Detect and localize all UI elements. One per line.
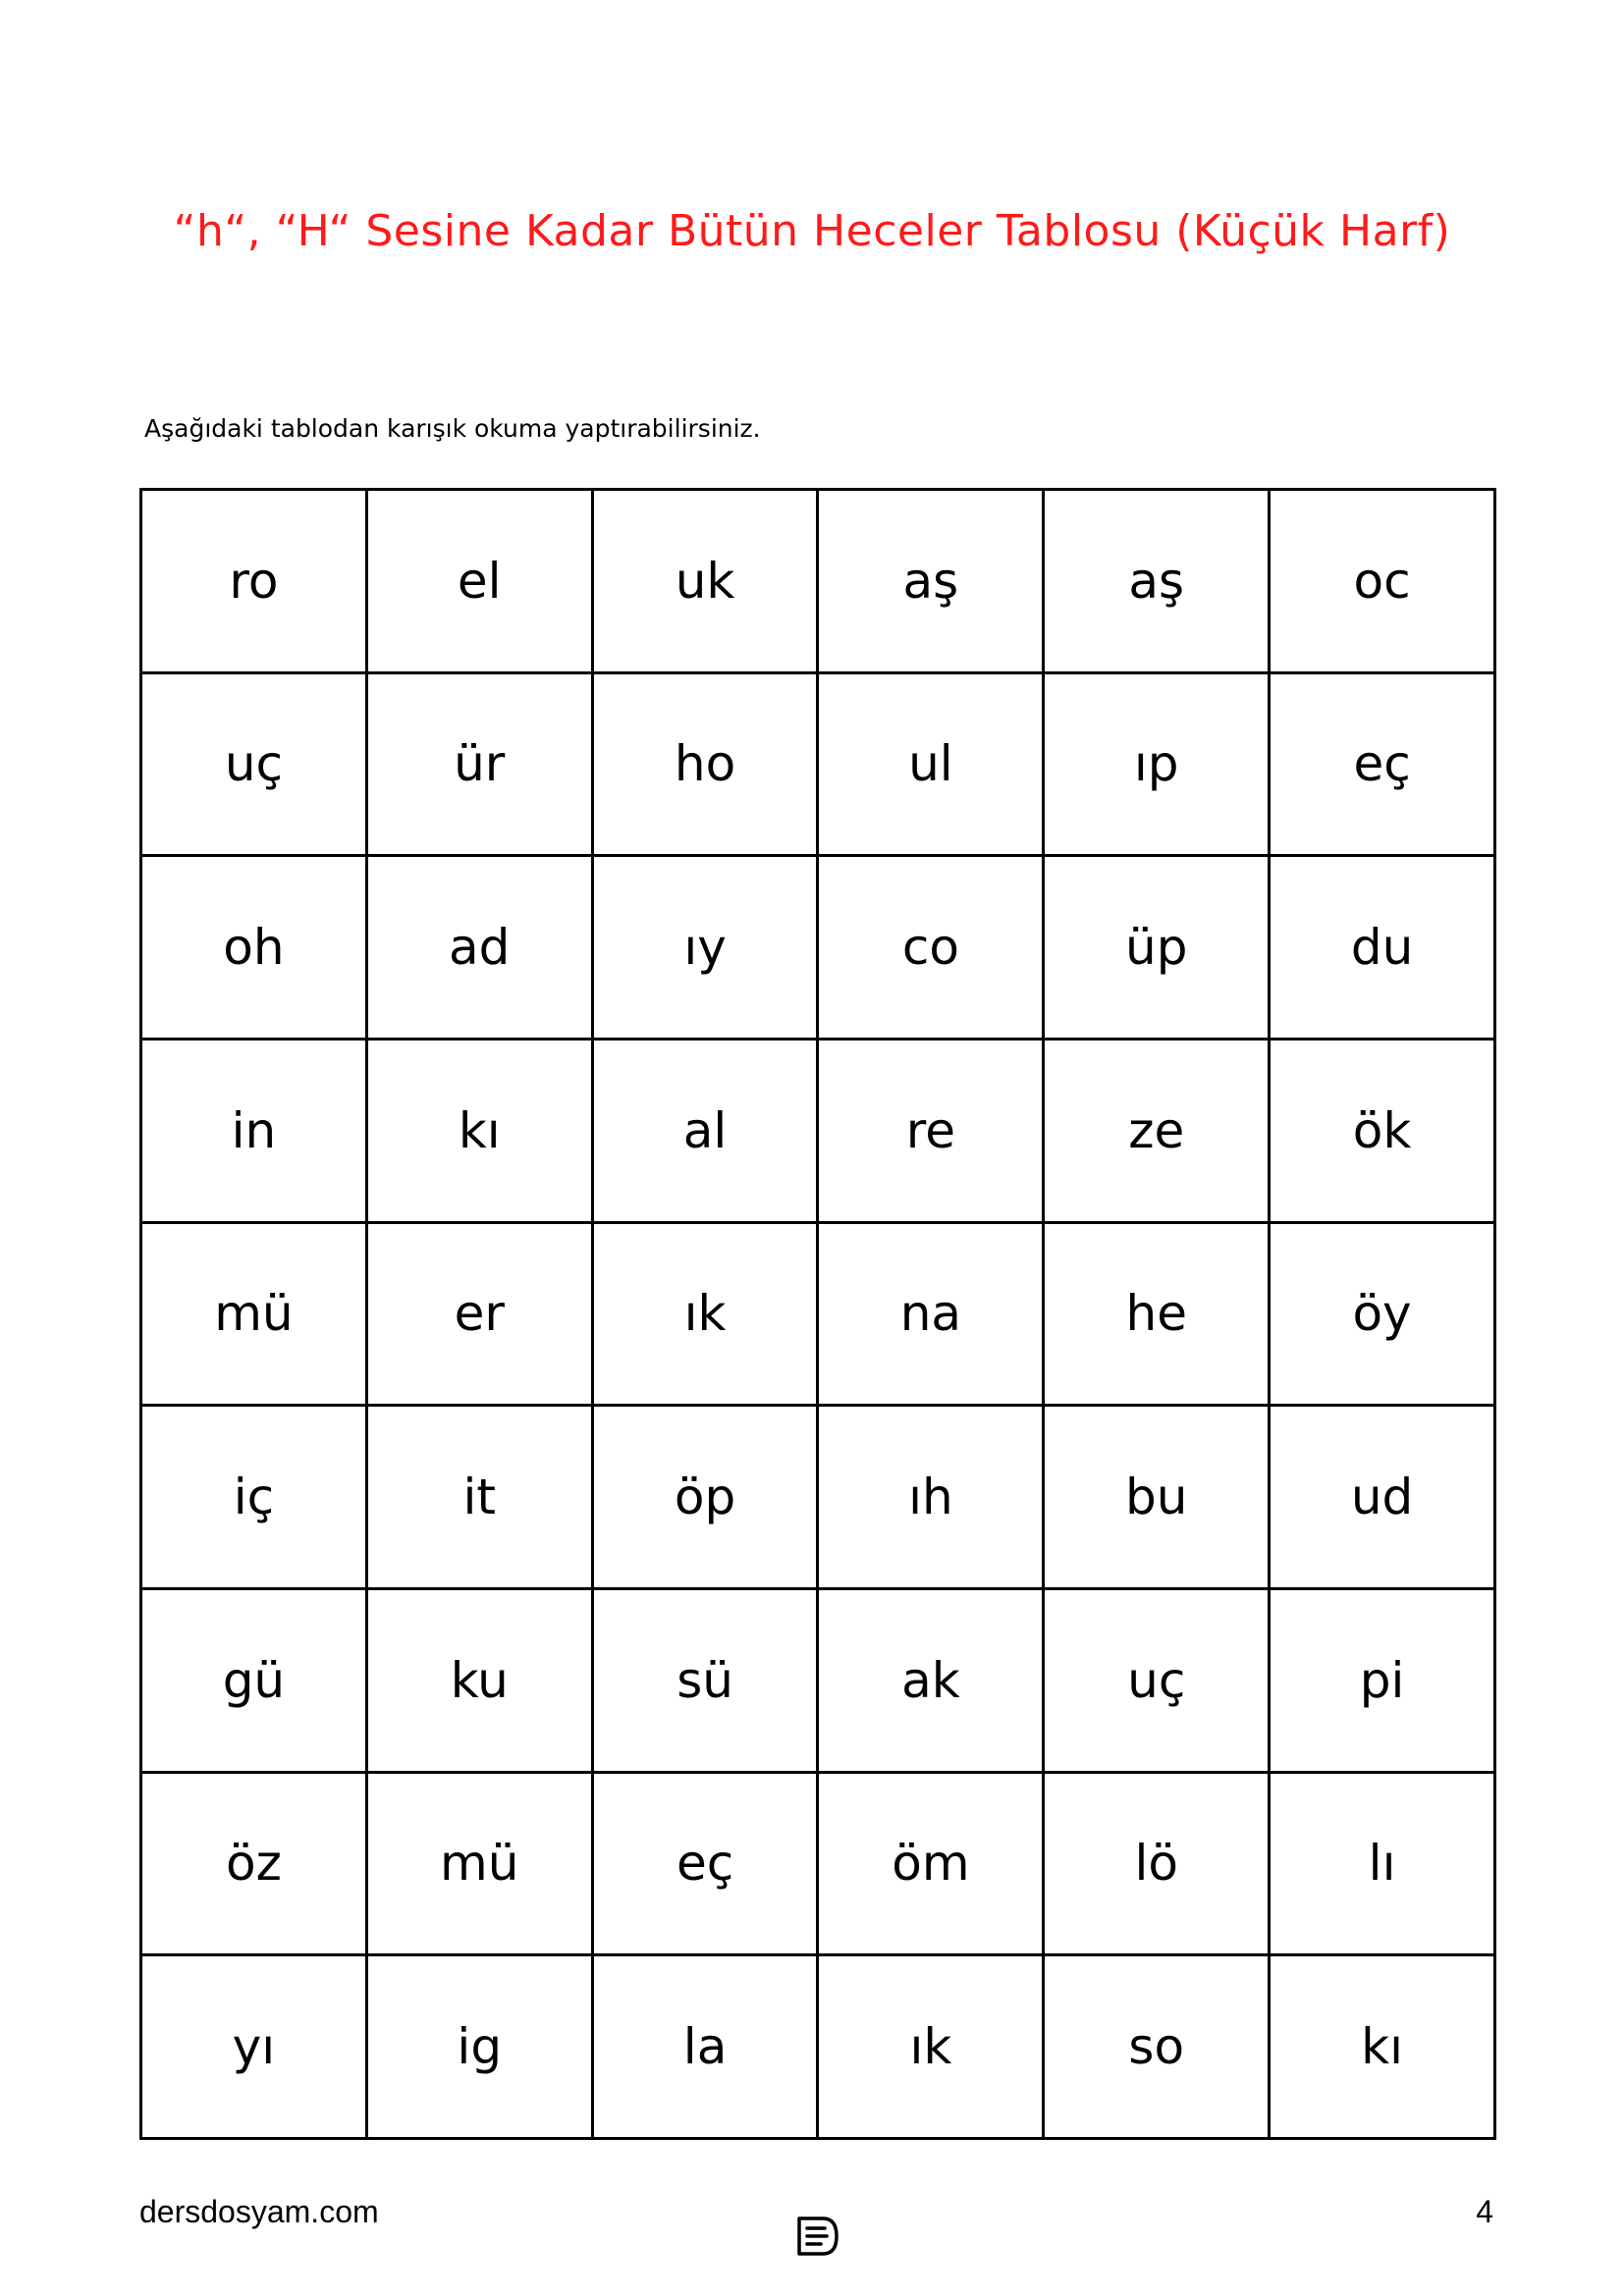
syllable-cell: lö	[1044, 1772, 1270, 1955]
syllable-cell: er	[366, 1222, 592, 1406]
syllable-cell: du	[1270, 856, 1495, 1040]
syllable-cell: yı	[141, 1955, 367, 2139]
syllable-cell: ho	[592, 672, 818, 856]
syllable-cell: aş	[818, 490, 1044, 673]
syllable-cell: sü	[592, 1588, 818, 1772]
syllable-cell: üp	[1044, 856, 1270, 1040]
syllable-cell: ul	[818, 672, 1044, 856]
syllable-cell: ku	[366, 1588, 592, 1772]
table-row	[141, 1955, 1495, 2139]
syllable-cell: ık	[592, 1222, 818, 1406]
syllable-cell: eç	[1270, 672, 1495, 856]
table-row	[141, 1406, 1495, 1589]
table-row	[141, 856, 1495, 1040]
syllable-cell: kı	[1270, 1955, 1495, 2139]
syllable-cell: ık	[818, 1955, 1044, 2139]
syllable-cell: uç	[1044, 1588, 1270, 1772]
table-row	[141, 1772, 1495, 1955]
syllable-cell: ıy	[592, 856, 818, 1040]
syllable-cell: el	[366, 490, 592, 673]
page-title: “h“, “H“ Sesine Kadar Bütün Heceler Tablosu (Küçük Harf)	[173, 206, 1451, 256]
syllable-cell: co	[818, 856, 1044, 1040]
syllable-cell: oc	[1270, 490, 1495, 673]
syllable-cell: la	[592, 1955, 818, 2139]
syllable-cell: ad	[366, 856, 592, 1040]
syllable-cell: pi	[1270, 1588, 1495, 1772]
syllable-cell: al	[592, 1039, 818, 1222]
syllable-table	[139, 488, 1496, 2140]
syllable-cell: öy	[1270, 1222, 1495, 1406]
syllable-cell: eç	[592, 1772, 818, 1955]
syllable-cell: ür	[366, 672, 592, 856]
table-row	[141, 672, 1495, 856]
syllable-cell: ro	[141, 490, 367, 673]
table-row	[141, 1222, 1495, 1406]
syllable-cell: ak	[818, 1588, 1044, 1772]
table-row	[141, 1588, 1495, 1772]
syllable-cell: ıp	[1044, 672, 1270, 856]
syllable-cell: öm	[818, 1772, 1044, 1955]
table-row	[141, 490, 1495, 673]
syllable-cell: he	[1044, 1222, 1270, 1406]
syllable-cell: oh	[141, 856, 367, 1040]
syllable-cell: öp	[592, 1406, 818, 1589]
syllable-cell: lı	[1270, 1772, 1495, 1955]
syllable-cell: in	[141, 1039, 367, 1222]
syllable-cell: re	[818, 1039, 1044, 1222]
syllable-cell: gü	[141, 1588, 367, 1772]
syllable-cell: aş	[1044, 490, 1270, 673]
syllable-cell: mü	[366, 1772, 592, 1955]
document-logo-icon	[793, 2215, 840, 2258]
syllable-cell: bu	[1044, 1406, 1270, 1589]
syllable-cell: ud	[1270, 1406, 1495, 1589]
syllable-cell: öz	[141, 1772, 367, 1955]
syllable-cell: na	[818, 1222, 1044, 1406]
syllable-cell: uk	[592, 490, 818, 673]
syllable-cell: iç	[141, 1406, 367, 1589]
page-number: 4	[1476, 2194, 1493, 2229]
footer-site-link[interactable]: dersdosyam.com	[139, 2194, 379, 2229]
syllable-cell: ze	[1044, 1039, 1270, 1222]
syllable-cell: kı	[366, 1039, 592, 1222]
syllable-cell: mü	[141, 1222, 367, 1406]
syllable-cell: ök	[1270, 1039, 1495, 1222]
syllable-cell: it	[366, 1406, 592, 1589]
instruction-text: Aşağıdaki tablodan karışık okuma yaptırabilirsiniz.	[144, 414, 761, 443]
syllable-cell: ig	[366, 1955, 592, 2139]
table-row	[141, 1039, 1495, 1222]
syllable-cell: uç	[141, 672, 367, 856]
syllable-cell: ıh	[818, 1406, 1044, 1589]
syllable-cell: so	[1044, 1955, 1270, 2139]
